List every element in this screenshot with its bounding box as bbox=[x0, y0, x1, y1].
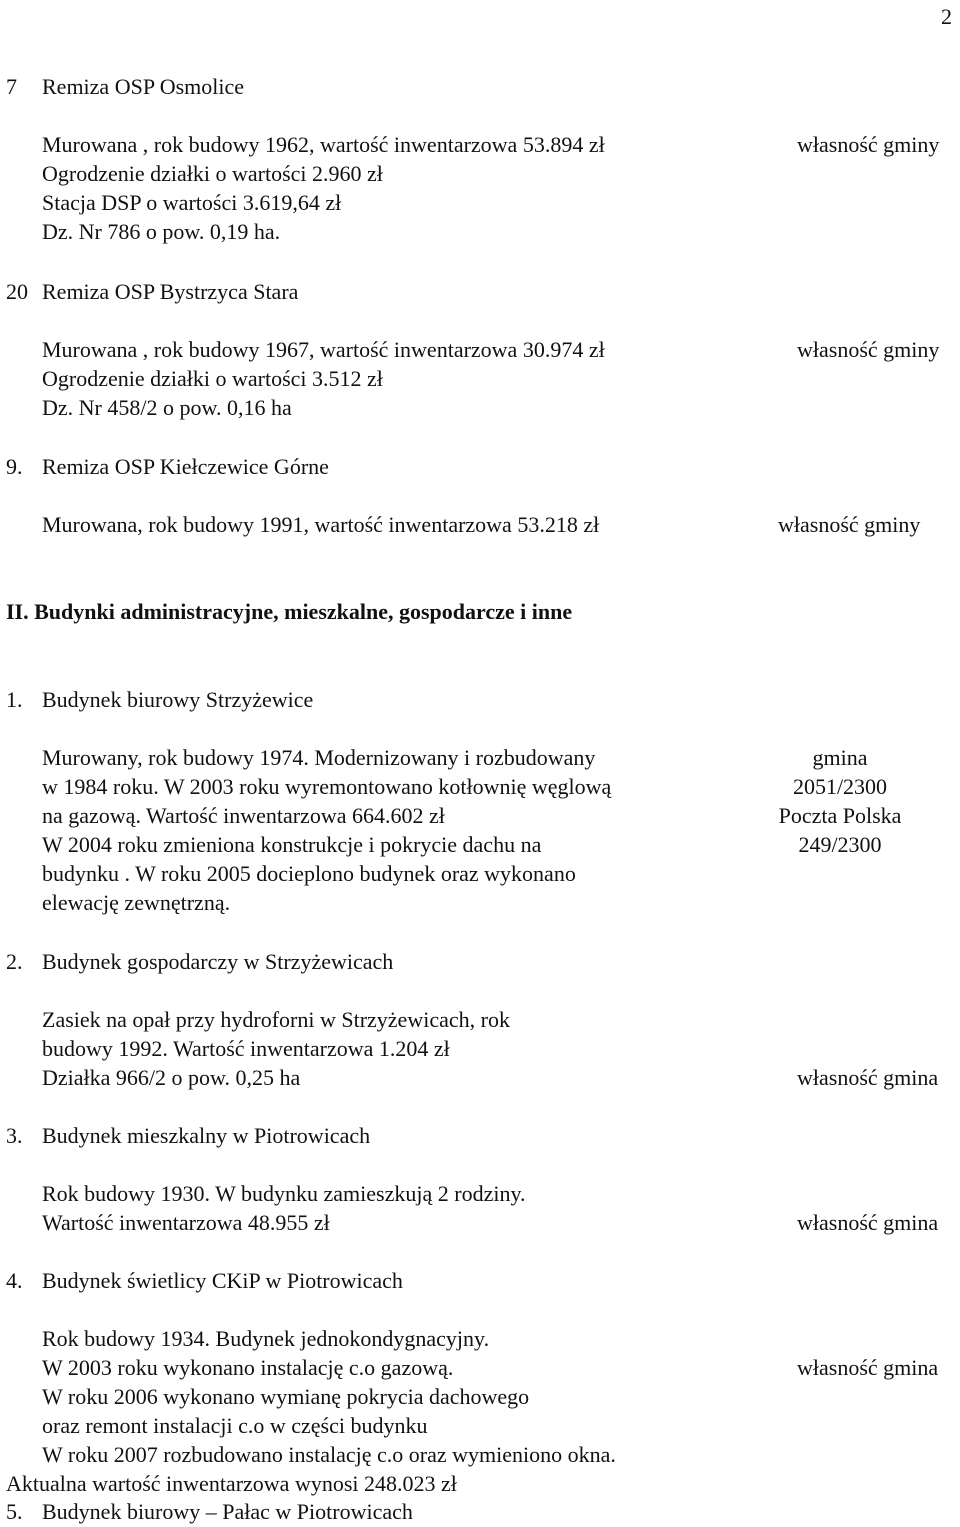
entry-line: Rok budowy 1930. W budynku zamieszkują 2 rodziny. bbox=[42, 1181, 526, 1206]
entry-line: Murowana, rok budowy 1991, wartość inwentarzowa 53.218 zł bbox=[42, 512, 600, 537]
value-line: Aktualna wartość inwentarzowa wynosi 248.023 zł bbox=[6, 1471, 457, 1496]
section-heading: II. Budynki administracyjne, mieszkalne, gospodarcze i inne bbox=[6, 599, 573, 624]
entry-number: 1. bbox=[6, 687, 23, 712]
entry-line: Dz. Nr 786 o pow. 0,19 ha. bbox=[42, 219, 281, 244]
entry-line: Działka 966/2 o pow. 0,25 ha bbox=[42, 1065, 301, 1090]
entry-line: oraz remont instalacji c.o w części budynku bbox=[42, 1413, 428, 1438]
entry-line: W 2003 roku wykonano instalację c.o gazową. bbox=[42, 1355, 454, 1380]
entry-number: 3. bbox=[6, 1123, 23, 1148]
entry-line: Ogrodzenie działki o wartości 3.512 zł bbox=[42, 366, 383, 391]
entry-line: W roku 2006 wykonano wymianę pokrycia dachowego bbox=[42, 1384, 530, 1409]
entry-number: 20 bbox=[6, 279, 28, 304]
entry-title: Budynek biurowy – Pałac w Piotrowicach bbox=[42, 1499, 413, 1524]
entry-number: 9. bbox=[6, 454, 23, 479]
entry-line: Murowana , rok budowy 1967, wartość inwentarzowa 30.974 zł bbox=[42, 337, 605, 362]
ownership-label: własność gmina bbox=[797, 1210, 939, 1235]
entry-number: 7 bbox=[6, 74, 17, 99]
entry-title: Remiza OSP Kiełczewice Górne bbox=[42, 454, 329, 479]
ownership-label: własność gminy bbox=[778, 512, 921, 537]
entry-line: elewację zewnętrzną. bbox=[42, 890, 231, 915]
entry-line: Wartość inwentarzowa 48.955 zł bbox=[42, 1210, 330, 1235]
ownership-label: własność gmina bbox=[797, 1355, 939, 1380]
ownership-shares bbox=[720, 743, 960, 859]
entry-number: 2. bbox=[6, 949, 23, 974]
ownership-line: 2051/2300 bbox=[792, 774, 888, 799]
entry-line: Dz. Nr 458/2 o pow. 0,16 ha bbox=[42, 395, 292, 420]
ownership-line: 249/2300 bbox=[798, 832, 882, 857]
entry-line: Ogrodzenie działki o wartości 2.960 zł bbox=[42, 161, 383, 186]
entry-line: Rok budowy 1934. Budynek jednokondygnacyjny. bbox=[42, 1326, 490, 1351]
ownership-line: gmina bbox=[812, 745, 868, 770]
entry-line: W 2004 roku zmieniona konstrukcje i pokrycie dachu na bbox=[42, 832, 542, 857]
entry-title: Remiza OSP Osmolice bbox=[42, 74, 245, 99]
entry-number: 4. bbox=[6, 1268, 23, 1293]
ownership-label: własność gminy bbox=[797, 337, 940, 362]
ownership-line: Poczta Polska bbox=[778, 803, 902, 828]
entry-line: w 1984 roku. W 2003 roku wyremontowano kotłownię węglową bbox=[42, 774, 612, 799]
entry-line: Zasiek na opał przy hydroforni w Strzyżewicach, rok bbox=[42, 1007, 510, 1032]
ownership-label: własność gminy bbox=[797, 132, 940, 157]
entry-line: na gazową. Wartość inwentarzowa 664.602 zł bbox=[42, 803, 445, 828]
entry-number: 5. bbox=[6, 1499, 23, 1524]
entry-title: Budynek gospodarczy w Strzyżewicach bbox=[42, 949, 394, 974]
entry-line: W roku 2007 rozbudowano instalację c.o oraz wymieniono okna. bbox=[42, 1442, 616, 1467]
ownership-label: własność gmina bbox=[797, 1065, 939, 1090]
entry-line: Murowany, rok budowy 1974. Modernizowany i rozbudowany bbox=[42, 745, 596, 770]
entry-title: Remiza OSP Bystrzyca Stara bbox=[42, 279, 299, 304]
entry-line: budowy 1992. Wartość inwentarzowa 1.204 zł bbox=[42, 1036, 450, 1061]
entry-title: Budynek świetlicy CKiP w Piotrowicach bbox=[42, 1268, 403, 1293]
entry-title: Budynek biurowy Strzyżewice bbox=[42, 687, 314, 712]
entry-line: Murowana , rok budowy 1962, wartość inwentarzowa 53.894 zł bbox=[42, 132, 605, 157]
entry-title: Budynek mieszkalny w Piotrowicach bbox=[42, 1123, 371, 1148]
page-number: 2 bbox=[941, 4, 952, 29]
entry-line: budynku . W roku 2005 docieplono budynek oraz wykonano bbox=[42, 861, 576, 886]
entry-line: Stacja DSP o wartości 3.619,64 zł bbox=[42, 190, 342, 215]
